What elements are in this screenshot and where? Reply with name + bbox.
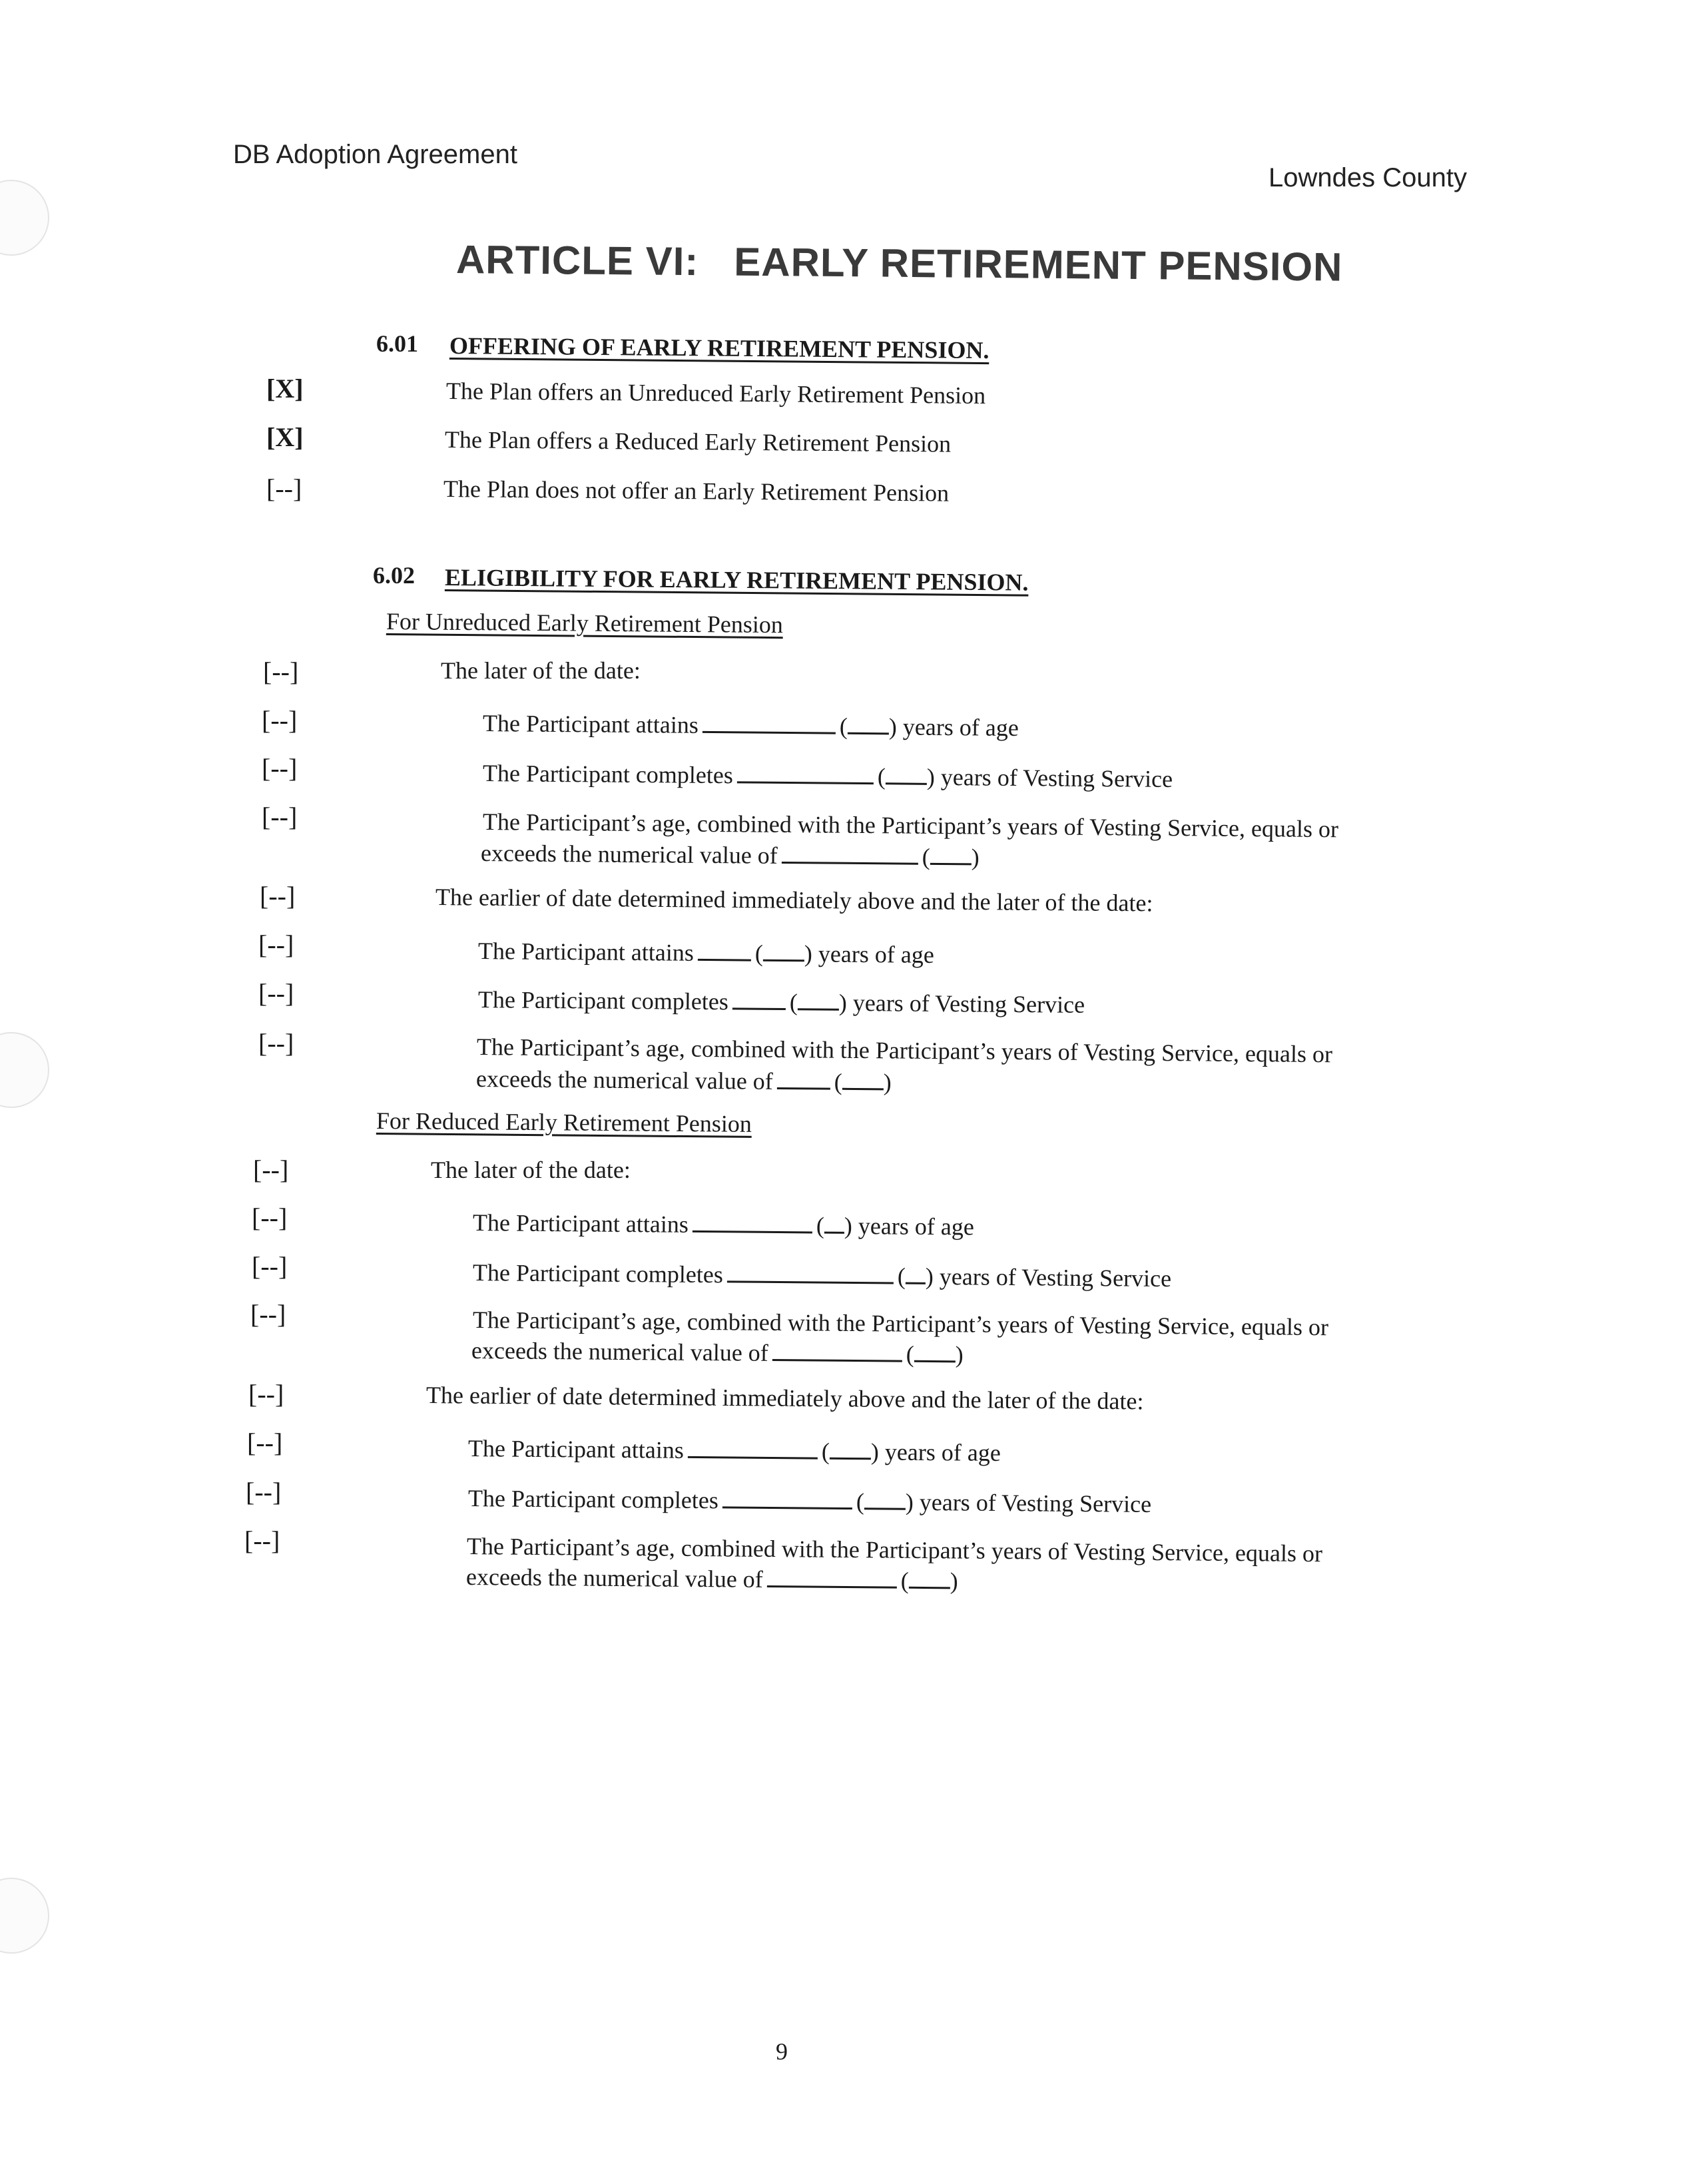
reduced-later-label: The later of the date: bbox=[431, 1157, 631, 1183]
paren-close: ) bbox=[838, 989, 848, 1016]
completes-suffix: years of Vesting Service bbox=[939, 1263, 1172, 1292]
paren-close: ) bbox=[870, 1438, 880, 1466]
value-numeral-blank[interactable] bbox=[909, 1565, 950, 1589]
checkbox-not-offered[interactable]: [--] bbox=[266, 473, 302, 503]
checkbox-reduced-earlier-attains[interactable]: [--] bbox=[247, 1428, 283, 1458]
paren-open: ( bbox=[789, 989, 798, 1016]
reduced-attains-line bbox=[473, 1207, 974, 1242]
reduced-earlier-completes-line bbox=[468, 1483, 1151, 1519]
completes-text: The Participant completes bbox=[472, 1259, 724, 1288]
paren-close: ) bbox=[883, 1069, 892, 1096]
attains-text: The Participant attains bbox=[482, 710, 699, 738]
unreduced-earlier-completes-line bbox=[478, 984, 1085, 1019]
attains-text: The Participant attains bbox=[477, 938, 695, 966]
age-input-blank[interactable] bbox=[698, 938, 751, 961]
age-numeral-blank[interactable] bbox=[763, 938, 804, 962]
age-input-blank[interactable] bbox=[688, 1435, 818, 1460]
checkbox-unreduced-later[interactable]: [--] bbox=[263, 657, 299, 686]
attains-text: The Participant attains bbox=[472, 1209, 689, 1238]
reduced-earlier-combined-line2 bbox=[466, 1561, 958, 1595]
combined-text: exceeds the numerical value of bbox=[471, 1337, 768, 1366]
service-numeral-blank[interactable] bbox=[864, 1486, 906, 1510]
unreduced-later-label: The later of the date: bbox=[441, 657, 641, 684]
paren-close: ) bbox=[844, 1212, 853, 1239]
value-input-blank[interactable] bbox=[772, 1338, 902, 1362]
attains-suffix: years of age bbox=[858, 1213, 974, 1240]
completes-suffix: years of Vesting Service bbox=[919, 1488, 1152, 1517]
checkbox-reduced-completes[interactable]: [--] bbox=[252, 1251, 288, 1281]
section-601-title: OFFERING OF EARLY RETIREMENT PENSION. bbox=[449, 332, 989, 364]
service-input-blank[interactable] bbox=[722, 1485, 852, 1509]
binder-hole-middle bbox=[0, 1032, 49, 1108]
section-602-number: 6.02 bbox=[373, 562, 415, 589]
reduced-earlier-attains-line bbox=[468, 1433, 1001, 1468]
paren-open: ( bbox=[906, 1340, 914, 1368]
value-numeral-blank[interactable] bbox=[930, 842, 972, 866]
header-right: Lowndes County bbox=[1269, 163, 1467, 192]
unreduced-earlier-attains-line bbox=[478, 936, 934, 969]
completes-suffix: years of Vesting Service bbox=[940, 764, 1173, 793]
paren-open: ( bbox=[816, 1212, 825, 1239]
reduced-completes-line bbox=[473, 1257, 1171, 1293]
value-numeral-blank[interactable] bbox=[914, 1339, 956, 1363]
section-602-title: ELIGIBILITY FOR EARLY RETIREMENT PENSION. bbox=[444, 564, 1029, 596]
paren-open: ( bbox=[900, 1567, 909, 1594]
paren-close: ) bbox=[955, 1341, 964, 1368]
checkbox-unreduced-attains[interactable]: [--] bbox=[262, 705, 298, 735]
header-left: DB Adoption Agreement bbox=[233, 140, 517, 169]
combined-text: exceeds the numerical value of bbox=[465, 1563, 763, 1593]
checkbox-reduced-later[interactable]: [--] bbox=[253, 1155, 289, 1185]
reduced-earlier-label: The earlier of date determined immediately above and the later of the date: bbox=[425, 1382, 1144, 1415]
paren-close: ) bbox=[804, 940, 813, 967]
paren-close: ) bbox=[925, 1262, 934, 1290]
attains-suffix: years of age bbox=[818, 940, 934, 968]
page-title: ARTICLE VI: EARLY RETIREMENT PENSION bbox=[455, 237, 1343, 290]
attains-text: The Participant attains bbox=[467, 1435, 685, 1464]
value-input-blank[interactable] bbox=[782, 840, 918, 865]
checkbox-reduced-combined[interactable]: [--] bbox=[250, 1299, 286, 1329]
combined-text: exceeds the numerical value of bbox=[475, 1065, 773, 1095]
checkbox-unreduced-earlier-attains[interactable]: [--] bbox=[258, 930, 294, 959]
unreduced-combined-line2 bbox=[481, 838, 980, 872]
checkbox-unreduced-offered[interactable]: [X] bbox=[266, 374, 304, 404]
paren-open: ( bbox=[834, 1068, 842, 1095]
paren-open: ( bbox=[877, 763, 886, 790]
paren-open: ( bbox=[839, 712, 848, 740]
completes-text: The Participant completes bbox=[482, 760, 734, 789]
value-input-blank[interactable] bbox=[777, 1066, 830, 1090]
reduced-heading: For Reduced Early Retirement Pension bbox=[376, 1107, 752, 1137]
age-numeral-blank[interactable] bbox=[824, 1211, 844, 1234]
checkbox-reduced-earlier-completes[interactable]: [--] bbox=[246, 1477, 282, 1507]
option-text: The Plan offers a Reduced Early Retirement Pension bbox=[444, 426, 952, 457]
value-numeral-blank[interactable] bbox=[842, 1067, 884, 1091]
checkbox-unreduced-earlier-completes[interactable]: [--] bbox=[258, 978, 294, 1008]
service-numeral-blank[interactable] bbox=[798, 987, 839, 1011]
age-numeral-blank[interactable] bbox=[848, 711, 889, 735]
unreduced-heading: For Unreduced Early Retirement Pension bbox=[386, 608, 784, 639]
service-numeral-blank[interactable] bbox=[906, 1261, 926, 1284]
attains-suffix: years of age bbox=[884, 1438, 1001, 1466]
section-601-number: 6.01 bbox=[376, 330, 418, 357]
reduced-earlier-combined-line1: The Participant’s age, combined with the Participant’s years of Vesting Service, equals or bbox=[466, 1533, 1323, 1567]
unreduced-earlier-label: The earlier of date determined immediately above and the later of the date: bbox=[435, 884, 1153, 917]
checkbox-unreduced-completes[interactable]: [--] bbox=[262, 753, 298, 783]
checkbox-reduced-earlier[interactable]: [--] bbox=[248, 1379, 284, 1409]
checkbox-unreduced-earlier-combined[interactable]: [--] bbox=[258, 1028, 294, 1058]
unreduced-combined-line1: The Participant’s age, combined with the Participant’s years of Vesting Service, equals or bbox=[482, 808, 1339, 843]
age-numeral-blank[interactable] bbox=[830, 1436, 871, 1460]
option-text: The Plan does not offer an Early Retirement Pension bbox=[443, 475, 950, 507]
completes-suffix: years of Vesting Service bbox=[852, 989, 1085, 1018]
page-number: 9 bbox=[776, 2038, 788, 2065]
service-numeral-blank[interactable] bbox=[886, 761, 927, 785]
reduced-combined-line2 bbox=[471, 1335, 964, 1369]
checkbox-unreduced-combined[interactable]: [--] bbox=[262, 802, 298, 832]
checkbox-reduced-earlier-combined[interactable]: [--] bbox=[244, 1525, 280, 1555]
attains-suffix: years of age bbox=[902, 713, 1019, 742]
service-input-blank[interactable] bbox=[737, 760, 874, 784]
service-input-blank[interactable] bbox=[732, 986, 786, 1010]
paren-close: ) bbox=[905, 1488, 914, 1515]
paren-close: ) bbox=[950, 1567, 958, 1595]
reduced-combined-line1: The Participant’s age, combined with the Participant’s years of Vesting Service, equals or bbox=[472, 1306, 1329, 1341]
binder-hole-top bbox=[0, 180, 49, 256]
paren-open: ( bbox=[856, 1488, 865, 1515]
age-input-blank[interactable] bbox=[693, 1209, 812, 1234]
paren-close: ) bbox=[888, 713, 898, 740]
service-input-blank[interactable] bbox=[727, 1259, 894, 1284]
binder-hole-bottom bbox=[0, 1878, 49, 1954]
checkbox-reduced-attains[interactable]: [--] bbox=[252, 1203, 288, 1232]
completes-text: The Participant completes bbox=[467, 1485, 719, 1514]
value-input-blank[interactable] bbox=[767, 1564, 897, 1589]
combined-text: exceeds the numerical value of bbox=[480, 840, 778, 869]
unreduced-earlier-combined-line1: The Participant’s age, combined with the Participant’s years of Vesting Service, equals or bbox=[476, 1033, 1333, 1068]
age-input-blank[interactable] bbox=[703, 710, 836, 734]
unreduced-completes-line bbox=[483, 758, 1173, 794]
paren-open: ( bbox=[821, 1438, 830, 1465]
completes-text: The Participant completes bbox=[477, 986, 729, 1015]
checkbox-reduced-offered[interactable]: [X] bbox=[266, 422, 304, 452]
checkbox-unreduced-earlier[interactable]: [--] bbox=[260, 881, 296, 911]
unreduced-attains-line bbox=[483, 708, 1019, 742]
unreduced-earlier-combined-line2 bbox=[476, 1063, 892, 1097]
paren-open: ( bbox=[754, 940, 764, 967]
option-text: The Plan offers an Unreduced Early Retirement Pension bbox=[445, 378, 986, 410]
paren-open: ( bbox=[922, 843, 930, 870]
paren-open: ( bbox=[897, 1262, 906, 1290]
paren-close: ) bbox=[971, 844, 980, 871]
paren-close: ) bbox=[926, 763, 936, 790]
